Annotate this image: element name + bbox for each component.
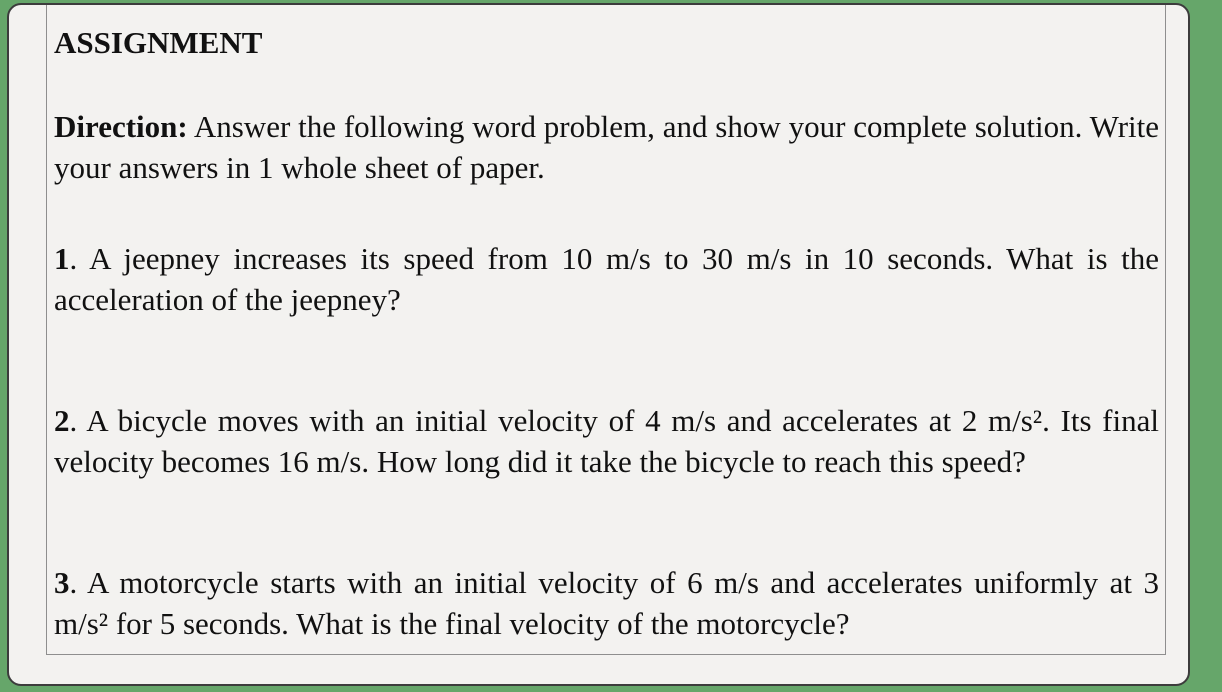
problem-2-text: . A bicycle moves with an initial velocity of 4 m/s and accelerates at 2 m/s². Its final velocity becomes 16 m/s. How long did it take the bicycle to reach this speed? <box>54 403 1159 479</box>
problem-1-text: . A jeepney increases its speed from 10 m/s to 30 m/s in 10 seconds. What is the acceleration of the jeepney? <box>54 241 1159 317</box>
problem-1 <box>54 238 1159 320</box>
problem-2-number: 2 <box>54 403 70 438</box>
direction-label: Direction: <box>54 109 188 144</box>
assignment-title: ASSIGNMENT <box>54 25 263 60</box>
problem-3-number: 3 <box>54 565 70 600</box>
problem-1-number: 1 <box>54 241 70 276</box>
problem-3-text: . A motorcycle starts with an initial velocity of 6 m/s and accelerates uniformly at 3 m/s² for 5 seconds. What is the final velocity of the motorcycle? <box>54 565 1159 641</box>
assignment-card <box>7 3 1190 686</box>
direction-paragraph <box>54 106 1159 188</box>
problem-2 <box>54 400 1159 482</box>
assignment-text-box <box>46 5 1166 655</box>
direction-text: Answer the following word problem, and show your complete solution. Write your answers in 1 whole sheet of paper. <box>54 109 1159 185</box>
problem-3 <box>54 562 1159 644</box>
